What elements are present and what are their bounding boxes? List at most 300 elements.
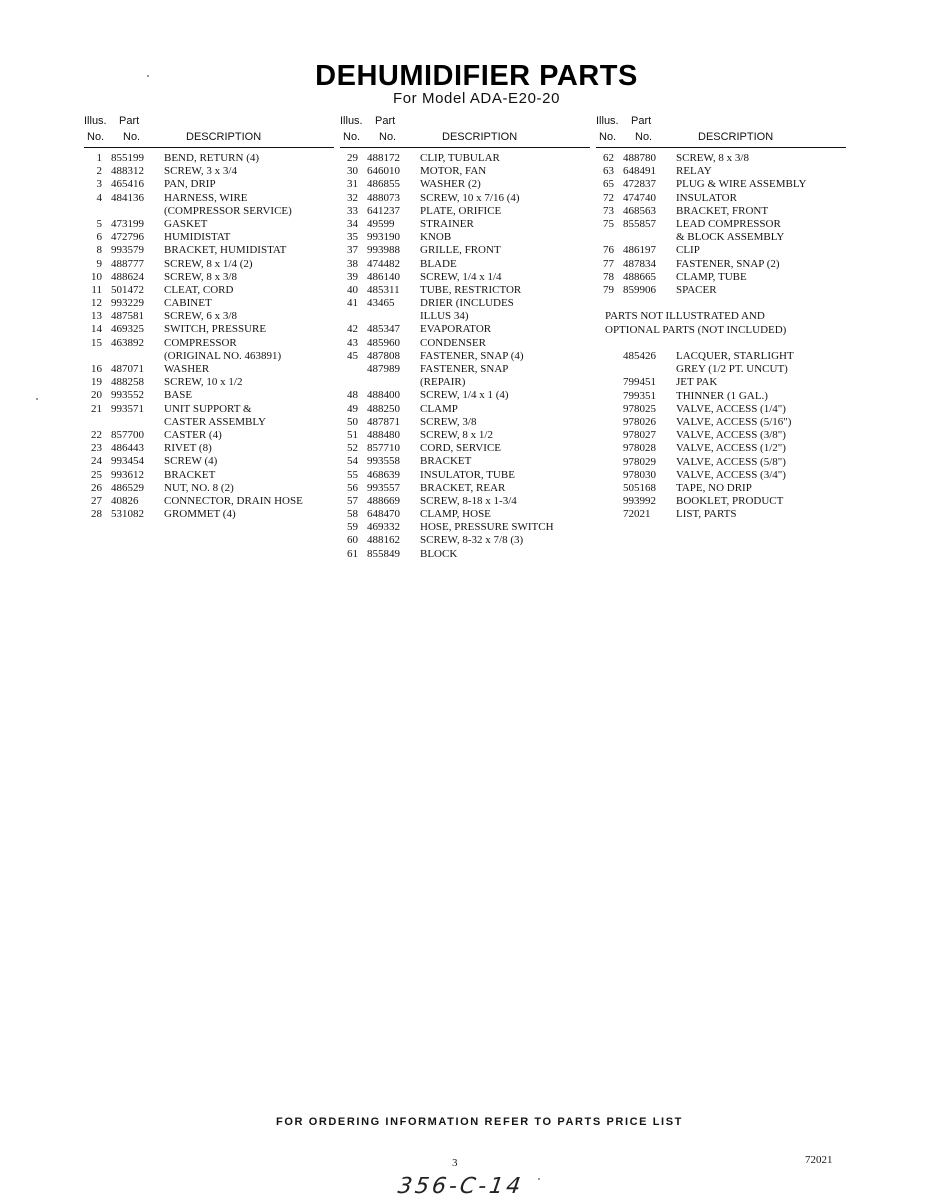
- parts-row: [596, 271, 846, 284]
- part-description: VALVE, ACCESS (1/2"): [676, 442, 786, 455]
- part-description: SCREW, 3/8: [420, 415, 477, 428]
- part-number: 488669: [367, 494, 400, 507]
- parts-row: [84, 178, 334, 191]
- parts-row: [340, 469, 590, 482]
- part-description: MOTOR, FAN: [420, 165, 487, 178]
- part-number: 488312: [111, 165, 144, 178]
- part-number: 486529: [111, 481, 144, 494]
- part-description: FASTENER, SNAP: [420, 363, 509, 375]
- part-description: RIVET (8): [164, 442, 212, 455]
- part-number: 993454: [111, 455, 144, 468]
- part-number: 487834: [623, 257, 656, 270]
- illus-number: 30: [347, 165, 358, 178]
- part-description: WASHER: [164, 363, 210, 375]
- part-description: CLAMP: [420, 402, 458, 415]
- illus-number: 32: [347, 191, 358, 204]
- illus-number: 57: [347, 494, 358, 507]
- illus-number: 56: [347, 481, 358, 494]
- parts-row: [84, 376, 334, 389]
- part-number: 993571: [111, 402, 144, 415]
- scan-speck: [147, 75, 149, 77]
- parts-row: [596, 192, 846, 205]
- parts-row: [340, 297, 590, 310]
- part-description: BLADE: [420, 257, 457, 270]
- parts-row: [596, 231, 846, 244]
- part-description: FASTENER, SNAP (2): [676, 257, 780, 270]
- part-description: WASHER (2): [420, 178, 481, 191]
- part-description: BRACKET, FRONT: [676, 204, 769, 217]
- parts-column-1: [84, 113, 334, 521]
- part-description: RELAY: [676, 165, 712, 178]
- part-number: 488400: [367, 389, 400, 402]
- part-description: PLUG & WIRE ASSEMBLY: [676, 178, 807, 191]
- part-description: JET PAK: [676, 376, 718, 389]
- part-number: 859906: [623, 283, 656, 296]
- parts-row: [84, 429, 334, 442]
- part-description: (REPAIR): [420, 376, 466, 389]
- part-number: 648470: [367, 508, 400, 521]
- part-number: 72021: [623, 508, 651, 521]
- part-number: 978028: [623, 442, 656, 455]
- part-number: 799351: [623, 389, 656, 402]
- part-number: 40826: [111, 494, 139, 507]
- illus-number: 2: [96, 165, 102, 178]
- part-description: SCREW, 1/4 x 1 (4): [420, 389, 509, 402]
- page-number: 3: [452, 1157, 458, 1169]
- illus-number: 12: [91, 297, 102, 310]
- parts-row: [84, 495, 334, 508]
- parts-row: [596, 152, 846, 165]
- part-number: 488162: [367, 534, 400, 547]
- parts-row: [596, 495, 846, 508]
- parts-row: [340, 323, 590, 336]
- part-number: 469332: [367, 521, 400, 534]
- parts-row: [596, 218, 846, 231]
- part-number: 978025: [623, 402, 656, 415]
- column-header: [596, 113, 846, 148]
- parts-row: [84, 218, 334, 231]
- illus-number: 28: [91, 508, 102, 521]
- parts-row: [340, 284, 590, 297]
- parts-row: [340, 310, 590, 323]
- not-illustrated-rows: [596, 350, 846, 521]
- part-description: STRAINER: [420, 217, 474, 230]
- parts-row: [84, 469, 334, 482]
- parts-row: [596, 205, 846, 218]
- parts-row: [596, 469, 846, 482]
- parts-row: [84, 258, 334, 271]
- parts-row: [596, 244, 846, 257]
- part-number: 43465: [367, 297, 395, 310]
- part-description: CONDENSER: [420, 336, 487, 349]
- part-description: GRILLE, FRONT: [420, 244, 501, 257]
- part-number: 505168: [623, 481, 656, 494]
- parts-column-2: [340, 113, 590, 561]
- part-description: SWITCH, PRESSURE: [164, 323, 267, 336]
- parts-rows: [596, 148, 846, 297]
- part-description: DRIER (INCLUDES: [420, 297, 514, 310]
- part-number: 993988: [367, 244, 400, 257]
- parts-row: [84, 284, 334, 297]
- illus-number: 54: [347, 455, 358, 468]
- part-number: 487808: [367, 349, 400, 362]
- part-number: 472796: [111, 231, 144, 244]
- part-number: 486197: [623, 244, 656, 257]
- part-description: VALVE, ACCESS (5/16"): [676, 415, 792, 428]
- illus-number: 21: [91, 402, 102, 415]
- illus-number: 79: [603, 283, 614, 296]
- part-description: HUMIDISTAT: [164, 231, 231, 244]
- parts-row: [84, 389, 334, 402]
- illus-number: 13: [91, 310, 102, 323]
- part-description: BRACKET: [164, 468, 216, 481]
- part-number: 855199: [111, 152, 144, 164]
- illus-number: 41: [347, 297, 358, 310]
- part-number: 488258: [111, 376, 144, 389]
- part-number: 473199: [111, 217, 144, 230]
- illus-number: 8: [96, 244, 102, 257]
- parts-row: [596, 363, 846, 376]
- parts-row: [340, 152, 590, 165]
- part-number: 993558: [367, 455, 400, 468]
- part-description: CLAMP, HOSE: [420, 508, 491, 521]
- parts-row: [596, 350, 846, 363]
- part-number: 485426: [623, 350, 656, 362]
- illus-number: 37: [347, 244, 358, 257]
- part-description: SCREW, 8-18 x 1-3/4: [420, 494, 517, 507]
- header-illus: Illus.: [596, 115, 619, 127]
- part-number: 978026: [623, 415, 656, 428]
- illus-number: 9: [96, 257, 102, 270]
- part-number: 488777: [111, 257, 144, 270]
- part-description: GROMMET (4): [164, 508, 236, 521]
- part-number: 978029: [623, 455, 656, 468]
- part-description: VALVE, ACCESS (5/8"): [676, 455, 786, 468]
- illus-number: 16: [91, 363, 102, 375]
- part-number: 855849: [367, 547, 400, 560]
- parts-row: [84, 442, 334, 455]
- scan-speck: [36, 398, 38, 400]
- part-description: PAN, DRIP: [164, 178, 216, 191]
- part-number: 488624: [111, 270, 144, 283]
- parts-row: [84, 416, 334, 429]
- header-part-no: No.: [379, 131, 397, 143]
- parts-row: [596, 258, 846, 271]
- illus-number: 43: [347, 336, 358, 349]
- part-description: VALVE, ACCESS (3/4"): [676, 468, 786, 481]
- part-description: BLOCK: [420, 547, 458, 560]
- header-description: DESCRIPTION: [698, 131, 774, 143]
- illus-number: 14: [91, 323, 102, 336]
- part-number: 485347: [367, 323, 400, 336]
- parts-row: [84, 482, 334, 495]
- part-description: & BLOCK ASSEMBLY: [676, 231, 785, 244]
- part-description: SPACER: [676, 283, 717, 296]
- parts-row: [340, 521, 590, 534]
- parts-row: [340, 244, 590, 257]
- parts-row: [84, 297, 334, 310]
- parts-row: [84, 363, 334, 376]
- illus-number: 38: [347, 257, 358, 270]
- illus-number: 76: [603, 244, 614, 257]
- part-number: 465416: [111, 178, 144, 191]
- header-description: DESCRIPTION: [442, 131, 518, 143]
- illus-number: 50: [347, 415, 358, 428]
- illus-number: 5: [96, 217, 102, 230]
- parts-row: [340, 258, 590, 271]
- part-description: FASTENER, SNAP (4): [420, 349, 524, 362]
- illus-number: 45: [347, 349, 358, 362]
- parts-row: [84, 205, 334, 218]
- illus-number: 25: [91, 468, 102, 481]
- illus-number: 60: [347, 534, 358, 547]
- part-number: 501472: [111, 283, 144, 296]
- illus-number: 33: [347, 204, 358, 217]
- part-number: 641237: [367, 204, 400, 217]
- illus-number: 77: [603, 257, 614, 270]
- illus-number: 6: [96, 231, 102, 244]
- illus-number: 51: [347, 428, 358, 441]
- part-description: INSULATOR, TUBE: [420, 468, 515, 481]
- part-number: 484136: [111, 191, 144, 204]
- parts-row: [84, 152, 334, 165]
- parts-row: [84, 508, 334, 521]
- illus-number: 31: [347, 178, 358, 191]
- header-part: Part: [631, 115, 652, 127]
- part-description: SCREW, 8 x 3/8: [164, 270, 237, 283]
- part-description: SCREW, 10 x 1/2: [164, 376, 243, 389]
- part-description: BRACKET, REAR: [420, 481, 506, 494]
- header-part-no: No.: [635, 131, 653, 143]
- parts-row: [596, 376, 846, 389]
- part-number: 799451: [623, 376, 656, 389]
- part-description: COMPRESSOR: [164, 336, 237, 349]
- part-description: GASKET: [164, 217, 208, 230]
- parts-row: [340, 363, 590, 376]
- not-illustrated-heading-line: OPTIONAL PARTS (NOT INCLUDED): [605, 323, 787, 336]
- header-illus: Illus.: [340, 115, 363, 127]
- part-description: CLIP: [676, 244, 700, 257]
- parts-row: [596, 442, 846, 455]
- part-number: 486140: [367, 270, 400, 283]
- part-description: LACQUER, STARLIGHT: [676, 350, 794, 362]
- part-description: NUT, NO. 8 (2): [164, 481, 234, 494]
- parts-row: [84, 350, 334, 363]
- illus-number: 22: [91, 428, 102, 441]
- part-description: CASTER ASSEMBLY: [164, 415, 266, 428]
- part-description: UNIT SUPPORT &: [164, 402, 252, 415]
- part-number: 485311: [367, 283, 400, 296]
- part-number: 474740: [623, 191, 656, 204]
- part-number: 487871: [367, 415, 400, 428]
- part-description: CLEAT, CORD: [164, 283, 234, 296]
- illus-number: 73: [603, 204, 614, 217]
- part-number: 978027: [623, 429, 656, 442]
- part-number: 646010: [367, 165, 400, 178]
- parts-row: [340, 165, 590, 178]
- illus-number: 40: [347, 283, 358, 296]
- part-description: CORD, SERVICE: [420, 442, 502, 455]
- parts-row: [596, 416, 846, 429]
- part-number: 487071: [111, 363, 144, 375]
- part-description: (COMPRESSOR SERVICE): [164, 204, 292, 217]
- part-number: 857710: [367, 442, 400, 455]
- part-number: 993190: [367, 231, 400, 244]
- illus-number: 20: [91, 389, 102, 402]
- parts-row: [340, 218, 590, 231]
- illus-number: 75: [603, 217, 614, 230]
- illus-number: 35: [347, 231, 358, 244]
- parts-row: [340, 495, 590, 508]
- illus-number: 63: [603, 165, 614, 178]
- parts-row: [340, 482, 590, 495]
- part-description: BRACKET, HUMIDISTAT: [164, 244, 287, 257]
- part-number: 487581: [111, 310, 144, 323]
- header-no: No.: [599, 131, 617, 143]
- parts-column-3: [596, 113, 846, 297]
- illus-number: 42: [347, 323, 358, 336]
- parts-row: [340, 429, 590, 442]
- part-number: 531082: [111, 508, 144, 521]
- parts-row: [596, 284, 846, 297]
- document-number: 72021: [805, 1154, 833, 1166]
- parts-row: [340, 350, 590, 363]
- header-part-no: No.: [123, 131, 141, 143]
- part-number: 993612: [111, 468, 144, 481]
- column-header: [84, 113, 334, 148]
- parts-row: [340, 548, 590, 561]
- model-subtitle: For Model ADA-E20-20: [392, 90, 561, 107]
- parts-row: [84, 244, 334, 257]
- part-number: 993552: [111, 389, 144, 402]
- part-description: GREY (1/2 PT. UNCUT): [676, 363, 788, 376]
- parts-row: [596, 456, 846, 469]
- illus-number: 19: [91, 376, 102, 389]
- part-number: 474482: [367, 257, 400, 270]
- part-description: SCREW, 8 x 1/2: [420, 428, 493, 441]
- parts-row: [340, 534, 590, 547]
- header-no: No.: [87, 131, 105, 143]
- illus-number: 15: [91, 336, 102, 349]
- part-number: 648491: [623, 165, 656, 178]
- illus-number: 61: [347, 547, 358, 560]
- parts-rows: [340, 148, 590, 561]
- part-number: 488172: [367, 152, 400, 164]
- part-description: TAPE, NO DRIP: [676, 481, 752, 494]
- parts-row: [596, 508, 846, 521]
- part-number: 855857: [623, 217, 656, 230]
- part-number: 978030: [623, 468, 656, 481]
- part-number: 463892: [111, 336, 144, 349]
- illus-number: 10: [91, 270, 102, 283]
- part-description: (ORIGINAL NO. 463891): [164, 349, 282, 362]
- illus-number: 52: [347, 442, 358, 455]
- part-number: 486443: [111, 442, 144, 455]
- header-no: No.: [343, 131, 361, 143]
- parts-row: [84, 271, 334, 284]
- part-number: 488665: [623, 270, 656, 283]
- part-number: 857700: [111, 428, 144, 441]
- parts-row: [340, 231, 590, 244]
- illus-number: 62: [603, 152, 614, 164]
- ordering-footer: FOR ORDERING INFORMATION REFER TO PARTS PRICE LIST: [276, 1116, 683, 1128]
- illus-number: 49: [347, 402, 358, 415]
- parts-row: [340, 337, 590, 350]
- parts-row: [596, 390, 846, 403]
- illus-number: 1: [96, 152, 102, 164]
- parts-row: [596, 482, 846, 495]
- parts-row: [596, 403, 846, 416]
- part-description: VALVE, ACCESS (3/8"): [676, 429, 786, 442]
- part-number: 488480: [367, 428, 400, 441]
- part-number: 468639: [367, 468, 400, 481]
- parts-row: [84, 455, 334, 468]
- part-description: HOSE, PRESSURE SWITCH: [420, 521, 554, 534]
- parts-row: [84, 310, 334, 323]
- part-number: 488073: [367, 191, 400, 204]
- parts-row: [84, 192, 334, 205]
- part-description: INSULATOR: [676, 191, 737, 204]
- part-number: 472837: [623, 178, 656, 191]
- part-number: 993557: [367, 481, 400, 494]
- parts-row: [340, 178, 590, 191]
- part-number: 993579: [111, 244, 144, 257]
- parts-row: [340, 271, 590, 284]
- part-description: CONNECTOR, DRAIN HOSE: [164, 494, 303, 507]
- part-description: CABINET: [164, 297, 212, 310]
- illus-number: 34: [347, 217, 358, 230]
- part-description: SCREW, 1/4 x 1/4: [420, 270, 502, 283]
- not-illustrated-heading-line: PARTS NOT ILLUSTRATED AND: [605, 310, 765, 322]
- part-number: 488250: [367, 402, 400, 415]
- header-description: DESCRIPTION: [186, 131, 262, 143]
- part-description: SCREW, 8 x 3/8: [676, 152, 749, 164]
- parts-row: [84, 337, 334, 350]
- part-number: 485960: [367, 336, 400, 349]
- illus-number: 27: [91, 494, 102, 507]
- part-description: SCREW (4): [164, 455, 218, 468]
- illus-number: 65: [603, 178, 614, 191]
- part-description: BOOKLET, PRODUCT: [676, 495, 784, 508]
- parts-row: [340, 403, 590, 416]
- illus-number: 78: [603, 270, 614, 283]
- illus-number: 4: [96, 191, 102, 204]
- part-description: TUBE, RESTRICTOR: [420, 283, 522, 296]
- parts-row: [340, 442, 590, 455]
- part-description: BASE: [164, 389, 193, 402]
- part-description: EVAPORATOR: [420, 323, 492, 336]
- page-title: DEHUMIDIFIER PARTS: [315, 60, 638, 92]
- parts-row: [596, 178, 846, 191]
- parts-row: [596, 429, 846, 442]
- parts-row: [84, 323, 334, 336]
- illus-number: 72: [603, 191, 614, 204]
- illus-number: 24: [91, 455, 102, 468]
- part-description: CLIP, TUBULAR: [420, 152, 500, 164]
- illus-number: 48: [347, 389, 358, 402]
- part-description: KNOB: [420, 231, 452, 244]
- part-description: LIST, PARTS: [676, 508, 737, 521]
- part-description: SCREW, 8 x 1/4 (2): [164, 257, 253, 270]
- illus-number: 11: [91, 283, 102, 296]
- parts-row: [340, 376, 590, 389]
- part-description: SCREW, 8-32 x 7/8 (3): [420, 534, 524, 547]
- parts-row: [340, 192, 590, 205]
- illus-number: 39: [347, 270, 358, 283]
- part-description: CLAMP, TUBE: [676, 270, 747, 283]
- illus-number: 59: [347, 521, 358, 534]
- parts-row: [84, 231, 334, 244]
